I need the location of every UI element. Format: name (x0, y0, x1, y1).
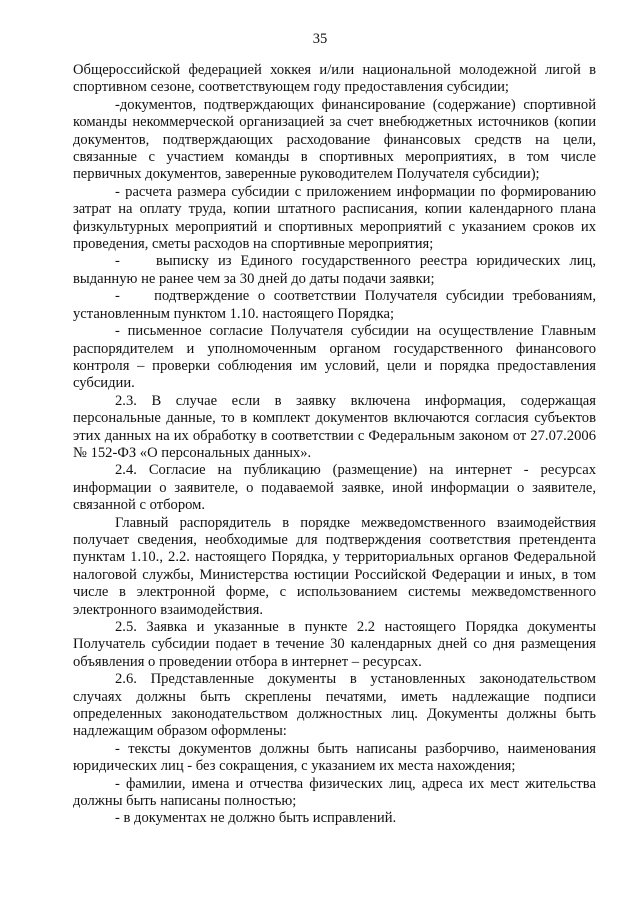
paragraph-continuation: Общероссийской федерацией хоккея и/или национальной молодежной лигой в спортивном сезоне, соответствующем году предоставления субсидии; (73, 62, 596, 96)
paragraph-list-item: - подтверждение о соответствии Получателя субсидии требованиям, установленным пунктом 1.10. настоящего Порядка; (73, 288, 600, 322)
paragraph-list-item: - фамилии, имена и отчества физических лиц, адреса их мест жительства должны быть написаны полностью; (73, 775, 596, 810)
paragraph-list-item: -документов, подтверждающих финансирование (содержание) спортивной команды некоммерческой организацией за счет внебюджетных источников (копии документов, подтверждающих расходование финансовых средств на цели, связанные с участием команды в спортивных мероприятиях, в том числе первичных документов, заверенные руководителем Получателя субсидии); (73, 96, 596, 183)
paragraph-list-item: - тексты документов должны быть написаны разборчиво, наименования юридических лиц - без сокращения, с указанием их места нахождения; (73, 740, 596, 775)
paragraph-list-item: - в документах не должно быть исправлений. (115, 810, 397, 827)
paragraph-clause-2-6: 2.6. Представленные документы в установленных законодательством случаях должны быть скреплены печатями, иметь надлежащие подписи определенных законодательством должностных лиц. Документы должны быть надлежащим образом оформлены: (73, 671, 596, 740)
page-number: 35 (312, 31, 328, 47)
paragraph-list-item: - выписку из Единого государственного реестра юридических лиц, выданную не ранее чем за 30 дней до даты подачи заявки; (73, 253, 600, 287)
page-body (73, 62, 600, 828)
paragraph-interagency: Главный распорядитель в порядке межведомственного взаимодействия получает сведения, необходимые для подтверждения соответствия претендента пунктам 1.10., 2.2. настоящего Порядка, у территориальных органов Федеральной налоговой службы, Министерства юстиции Российской Федерации и иных, в том числе в электронной форме, с использованием системы межведомственного электронного взаимодействия. (73, 514, 596, 618)
paragraph-clause-2-4: 2.4. Согласие на публикацию (размещение) на интернет - ресурсах информации о заявителе, о подаваемой заявке, иной информации о заявителе, связанной с отбором. (73, 462, 596, 514)
paragraph-list-item: - расчета размера субсидии с приложением информации по формированию затрат на оплату труда, копии штатного расписания, копии календарного плана физкультурных мероприятий и спортивных мероприятий с указанием сроков их проведения, сметы расходов на спортивные мероприятия; (73, 183, 596, 253)
paragraph-clause-2-3: 2.3. В случае если в заявку включена информация, содержащая персональные данные, то в комплект документов включаются согласия субъектов этих данных на их обработку в соответствии с Федеральным законом от 27.07.2006 № 152-ФЗ «О персональных данных». (73, 392, 596, 461)
paragraph-list-item: - письменное согласие Получателя субсидии на осуществление Главным распорядителем и уполномоченным органом государственного финансового контроля – проверки соблюдения им условий, цели и порядка предоставления субсидии. (73, 323, 596, 392)
paragraph-clause-2-5: 2.5. Заявка и указанные в пункте 2.2 настоящего Порядка документы Получатель субсидии подает в течение 30 календарных дней со дня размещения объявления о проведении отбора в интернет – ресурсах. (73, 619, 596, 670)
